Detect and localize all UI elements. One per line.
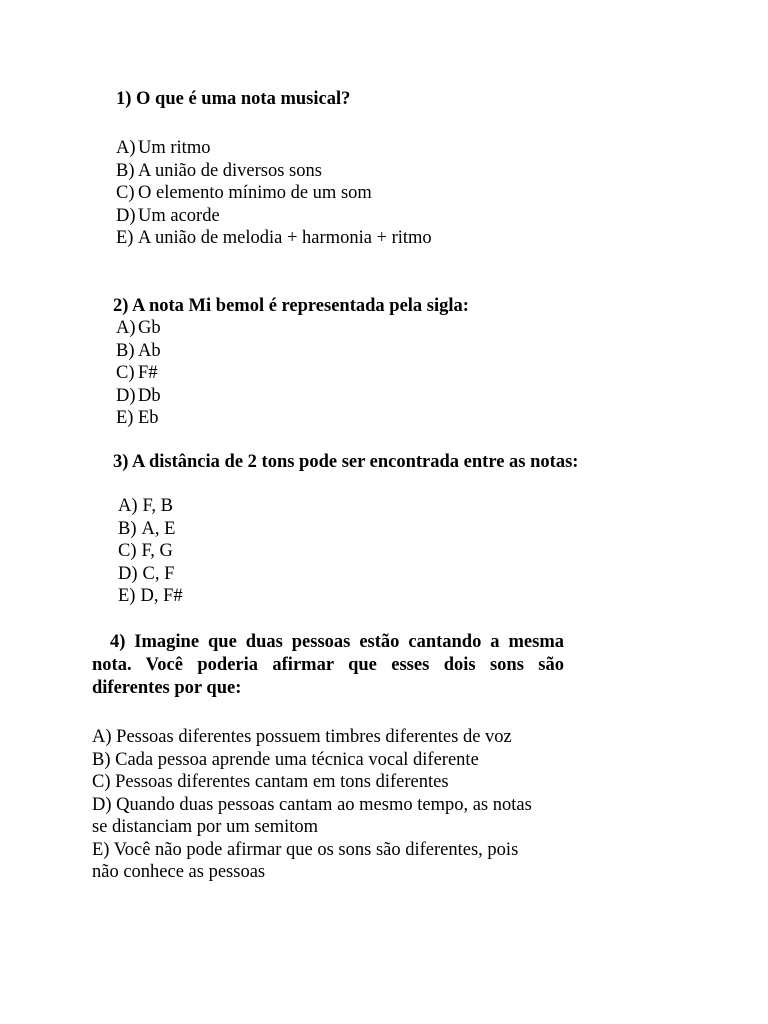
option-letter: B)	[116, 160, 135, 181]
question-2-option-e	[116, 407, 161, 430]
option-text: Gb	[138, 318, 161, 338]
question-4-title-text: 4) Imagine que duas pessoas estão cantando a mesma nota. Você poderia afirmar que esses dois sons são diferentes por que:	[92, 632, 565, 698]
option-text: A união de melodia + harmonia + ritmo	[138, 228, 432, 248]
question-1-option-e	[116, 227, 432, 250]
option-text: Pessoas diferentes cantam em tons diferentes	[115, 772, 449, 792]
option-letter: C)	[116, 363, 135, 383]
question-1-options	[116, 137, 432, 250]
option-letter: B)	[118, 518, 137, 539]
option-letter: E)	[92, 839, 110, 860]
question-4-option-e	[92, 839, 542, 884]
question-4-option-d	[92, 794, 542, 839]
option-letter: E)	[116, 408, 134, 428]
question-4-option-c	[92, 771, 572, 794]
question-4-option-b	[92, 749, 572, 772]
option-letter: A)	[116, 138, 136, 158]
question-1-title: 1) O que é uma nota musical?	[116, 89, 351, 109]
option-text: A união de diversos sons	[138, 160, 322, 181]
question-3-option-e	[118, 585, 183, 608]
option-letter: E)	[116, 228, 134, 248]
question-3-option-b	[118, 518, 183, 541]
option-letter: A)	[92, 727, 112, 747]
option-text: F, G	[141, 541, 173, 561]
option-letter: A)	[116, 318, 136, 338]
option-letter: B)	[116, 340, 135, 361]
option-letter: E)	[118, 586, 136, 606]
question-4-options	[92, 726, 572, 884]
question-3-option-c	[118, 540, 183, 563]
question-2-title: 2) A nota Mi bemol é representada pela sigla:	[113, 296, 469, 316]
option-text: Eb	[138, 408, 159, 428]
option-text: Ab	[138, 340, 161, 361]
option-text: F#	[138, 363, 158, 383]
question-4-option-a	[92, 726, 572, 749]
option-text: A, E	[141, 518, 176, 539]
option-text: Quando duas pessoas cantam ao mesmo tempo, as notas se distanciam por um semitom	[92, 794, 532, 837]
option-text: C, F	[142, 563, 175, 584]
option-letter: C)	[92, 772, 111, 792]
question-2-option-c	[116, 362, 161, 385]
option-letter: D)	[118, 563, 138, 584]
option-text: Cada pessoa aprende uma técnica vocal diferente	[115, 749, 479, 770]
question-3-options	[118, 495, 183, 608]
option-text: Pessoas diferentes possuem timbres diferentes de voz	[116, 727, 512, 747]
question-1-option-b	[116, 160, 432, 183]
question-2-options	[116, 317, 161, 430]
option-letter: B)	[92, 749, 111, 770]
option-letter: A)	[118, 496, 138, 516]
question-1-option-c	[116, 182, 432, 205]
option-text: D, F#	[140, 586, 183, 606]
question-1-option-d	[116, 205, 432, 228]
option-text: F, B	[142, 496, 173, 516]
option-text: Você não pode afirmar que os sons são diferentes, pois não conhece as pessoas	[92, 839, 519, 882]
option-letter: D)	[116, 385, 136, 406]
option-text: Db	[138, 385, 161, 406]
question-3-option-a	[118, 495, 183, 518]
question-2-option-d	[116, 385, 161, 408]
question-3-title: 3) A distância de 2 tons pode ser encontrada entre as notas:	[113, 452, 579, 472]
option-text: Um acorde	[138, 205, 220, 226]
option-text: O elemento mínimo de um som	[138, 183, 372, 203]
option-letter: C)	[118, 541, 137, 561]
question-2-option-b	[116, 340, 161, 363]
option-letter: C)	[116, 183, 135, 203]
option-text: Um ritmo	[138, 138, 211, 158]
option-letter: D)	[116, 205, 136, 226]
question-2-option-a	[116, 317, 161, 340]
question-4-title	[92, 631, 564, 700]
question-1-option-a	[116, 137, 432, 160]
option-letter: D)	[92, 794, 112, 815]
question-3-option-d	[118, 563, 183, 586]
